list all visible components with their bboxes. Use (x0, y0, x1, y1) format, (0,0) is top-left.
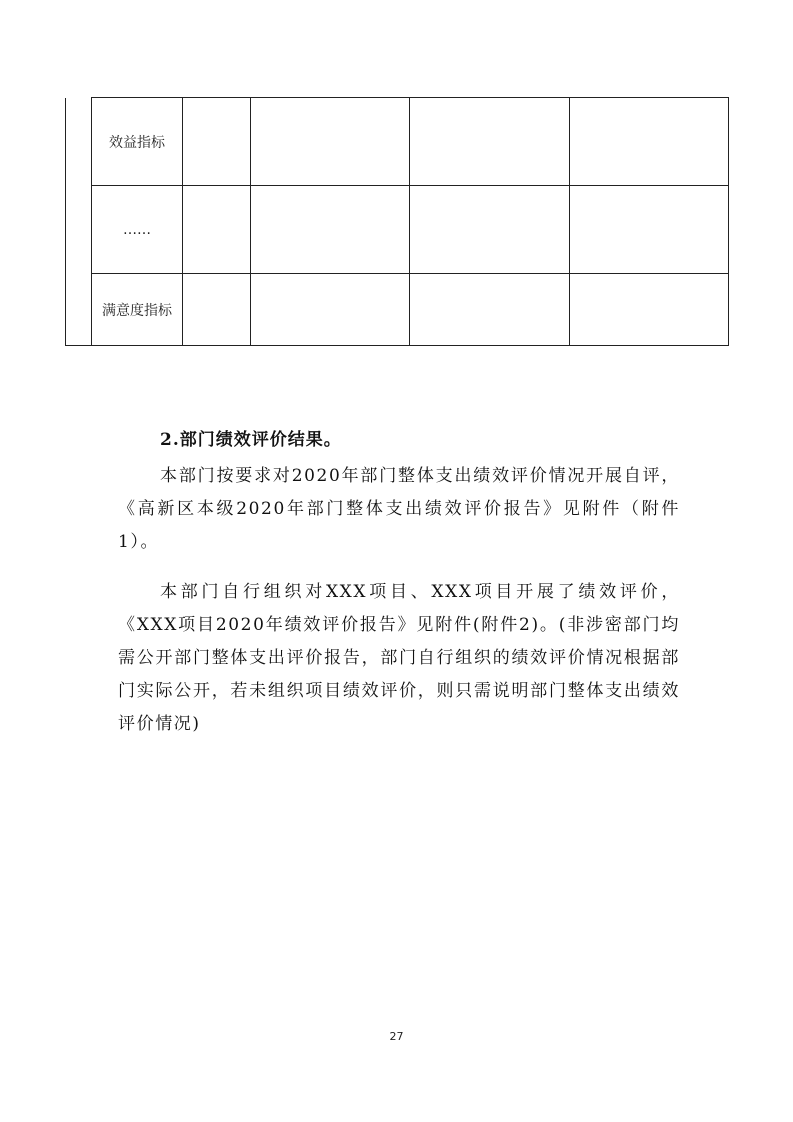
table-cell (183, 98, 251, 186)
table-cell (570, 186, 729, 274)
table-cell (251, 98, 410, 186)
performance-indicator-table (65, 97, 729, 346)
table-cell (183, 186, 251, 274)
indicator-label: …… (92, 186, 183, 274)
table-row (66, 186, 729, 274)
table-cell (410, 98, 570, 186)
table-cell (410, 186, 570, 274)
table-cell (570, 98, 729, 186)
paragraph-project-evaluation: 本部门自行组织对XXX项目、XXX项目开展了绩效评价，《XXX项目2020年绩效评价报告》见附件(附件2)。(非涉密部门均需公开部门整体支出评价报告，部门自行组织的绩效评价情况根据部门实际公开，若未组织项目绩效评价，则只需说明部门整体支出绩效评价情况) (118, 582, 680, 734)
page-number: 27 (389, 1030, 404, 1043)
table-cell (410, 274, 570, 346)
table-cell (251, 274, 410, 346)
table-cell (66, 98, 92, 186)
table-cell (183, 274, 251, 346)
section-heading: 2.部门绩效评价结果。 (160, 430, 342, 450)
table-cell (66, 186, 92, 274)
indicator-label: 满意度指标 (92, 274, 183, 346)
table-row (66, 274, 729, 346)
paragraph-self-evaluation: 本部门按要求对2020年部门整体支出绩效评价情况开展自评，《高新区本级2020年部门整体支出绩效评价报告》见附件（附件1）。 (118, 466, 680, 552)
indicator-label: 效益指标 (92, 98, 183, 186)
table-row (66, 98, 729, 186)
table-cell (570, 274, 729, 346)
table-cell (251, 186, 410, 274)
table-cell (66, 274, 92, 346)
